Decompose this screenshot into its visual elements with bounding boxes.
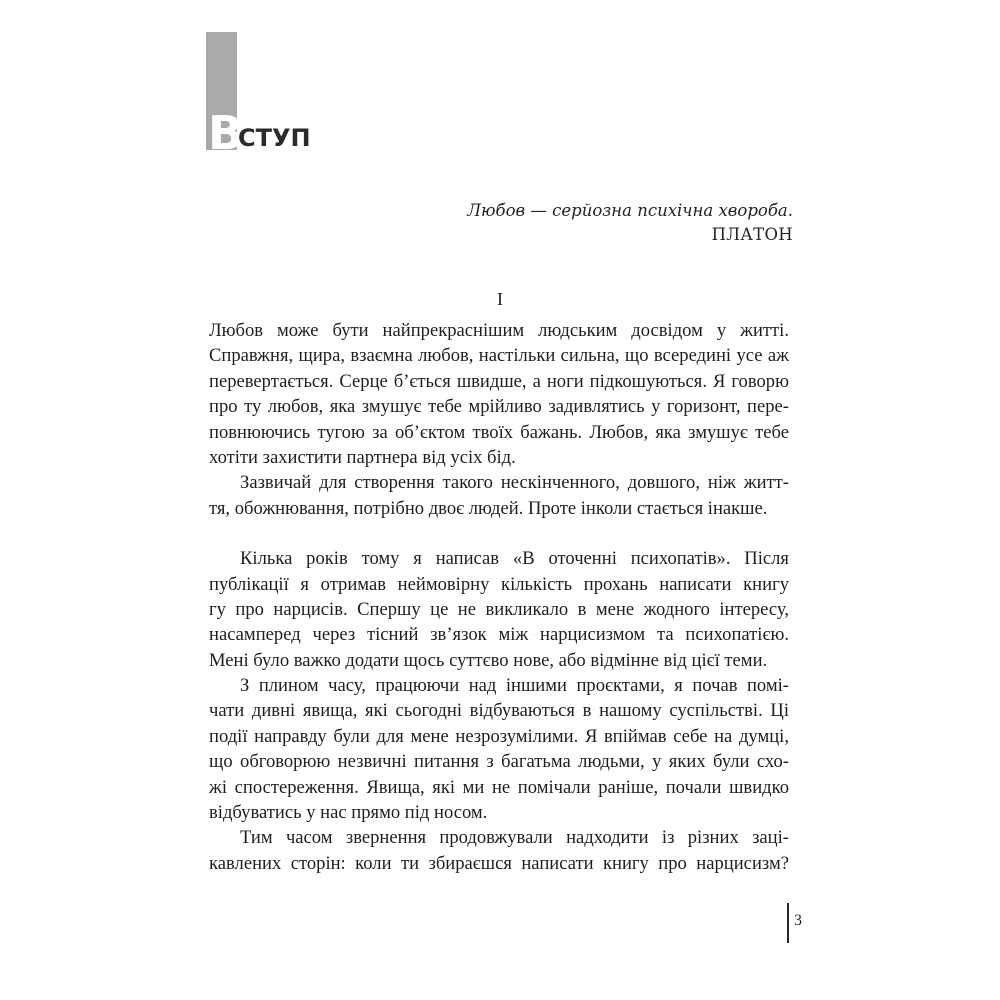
section-number: I xyxy=(497,289,503,309)
paragraph xyxy=(209,546,789,673)
text-line: Зазвичай для створення такого нескінченного, довшого, ніж житт- xyxy=(240,472,789,494)
paragraph xyxy=(209,673,789,825)
epigraph xyxy=(467,199,793,247)
heading-rest-letters: СТУП xyxy=(238,124,311,152)
text-line: Мені було важко додати щось суттєво нове, або відмінне від цієї теми. xyxy=(209,649,768,671)
text-line: Любов може бути найпрекраснішим людським досвідом у житті. xyxy=(209,320,789,341)
text-line: відбуватись у нас прямо під носом. xyxy=(209,802,488,824)
text-line: чати дивні явища, які сьогодні відбуваються в нашому суспільстві. Ці xyxy=(209,700,789,722)
text-line: події направду були для мене незрозумілими. Я впіймав себе на думці, xyxy=(209,725,789,747)
page-number-rule xyxy=(787,903,789,943)
paragraph-gap xyxy=(209,521,789,546)
paragraph xyxy=(209,318,789,470)
heading-initial-letter: В xyxy=(208,106,244,160)
text-line: тя, обожнювання, потрібно двоє людей. Проте інколи стається інакше. xyxy=(209,497,768,519)
paragraph xyxy=(209,825,789,876)
text-line: Кілька років тому я написав «В оточенні психопатів». Після xyxy=(240,548,789,570)
body-text xyxy=(209,318,789,876)
text-line: про ту любов, яка змушує тебе мрійливо задивлятись у горизонт, пере- xyxy=(209,396,789,418)
text-line: повнюючись тугою за об’єктом твоїх бажань. Любов, яка змушує тебе xyxy=(209,421,789,443)
text-line: жі спостереження. Явища, які ми не помічали раніше, почали швидко xyxy=(209,776,789,798)
text-line: Тим часом звернення продовжували надходити із різних заці- xyxy=(240,827,789,849)
text-line: публікації я отримав неймовірну кількість прохань написати книгу xyxy=(209,573,789,595)
page-number: 3 xyxy=(794,912,802,929)
text-line: Справжня, щира, взаємна любов, настільки сильна, що всередині усе аж xyxy=(209,345,789,367)
text-line: кавлених сторін: коли ти збираєшся написати книгу про нарцисизм? xyxy=(209,852,789,874)
epigraph-author: ПЛАТОН xyxy=(711,225,793,244)
text-line: хотіти захистити партнера від усіх бід. xyxy=(209,446,516,468)
text-line: насамперед через тісний зв’язок між нарцисизмом та психопатією. xyxy=(209,624,789,646)
text-line: що обговорюю незвичні питання з багатьма людьми, у яких були схо- xyxy=(209,751,789,773)
paragraph xyxy=(209,470,789,521)
text-line: З плином часу, працюючи над іншими проєктами, я почав помі- xyxy=(240,675,789,697)
text-line: гу про нарцисів. Спершу це не викликало в мене жодного інтересу, xyxy=(209,598,789,620)
text-line: перевертається. Серце б’ється швидше, а ноги підкошуються. Я говорю xyxy=(209,370,789,392)
epigraph-quote: Любов — серйозна психічна хвороба. xyxy=(467,201,793,220)
